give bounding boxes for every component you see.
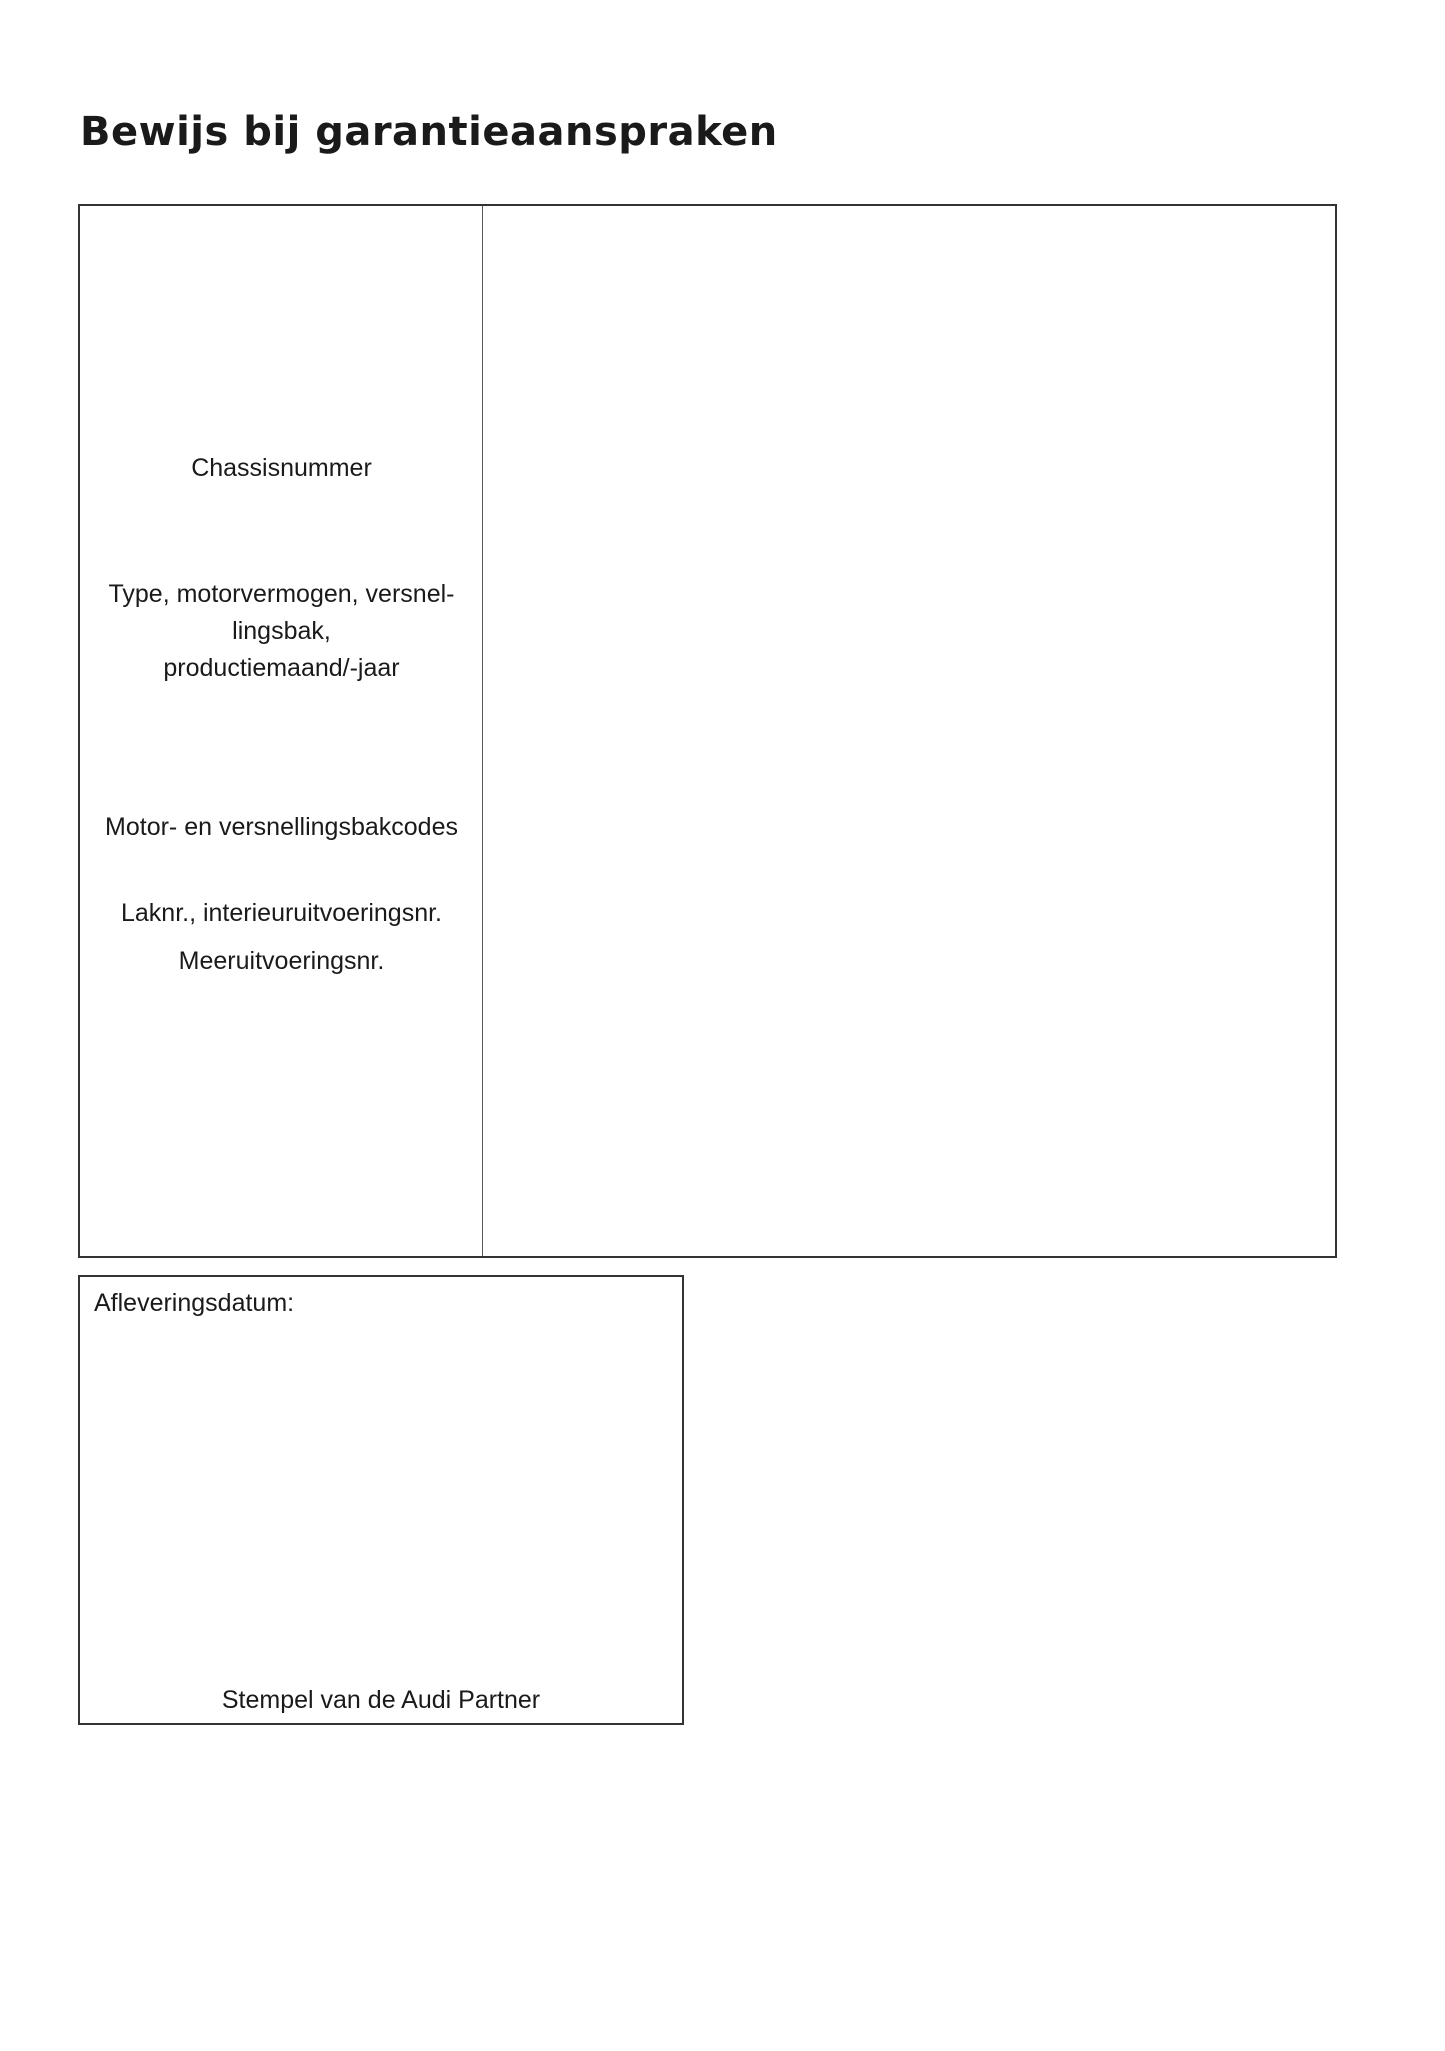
extra-equipment-number-label	[80, 943, 483, 980]
extra-label-text: Meeruitvoeringsnr.	[178, 947, 385, 975]
vehicle-value-area	[483, 206, 1335, 1256]
delivery-date-label: Afleveringsdatum:	[94, 1289, 295, 1317]
vehicle-label-column	[80, 206, 483, 1256]
delivery-stamp-box	[78, 1275, 684, 1725]
chassis-number-label-text: Chassisnummer	[191, 454, 372, 482]
type-label-line-3: productiemaand/-jaar	[163, 654, 400, 682]
type-engine-gearbox-label	[80, 576, 483, 687]
type-label-line-1: Type, motorvermogen, versnel-	[108, 580, 455, 608]
engine-gearbox-codes-label	[80, 809, 483, 846]
stamp-area	[80, 1327, 682, 1673]
paint-label-text: Laknr., interieuruitvoeringsnr.	[120, 899, 442, 927]
page-title: Bewijs bij garantieaanspraken	[80, 109, 778, 155]
dealer-stamp-label: Stempel van de Audi Partner	[221, 1686, 541, 1714]
type-label-line-2: lingsbak,	[232, 617, 331, 645]
vehicle-info-box	[78, 204, 1337, 1258]
paint-interior-number-label	[80, 895, 483, 932]
codes-label-text: Motor- en versnellingsbakcodes	[105, 813, 458, 841]
chassis-number-label	[80, 450, 483, 487]
